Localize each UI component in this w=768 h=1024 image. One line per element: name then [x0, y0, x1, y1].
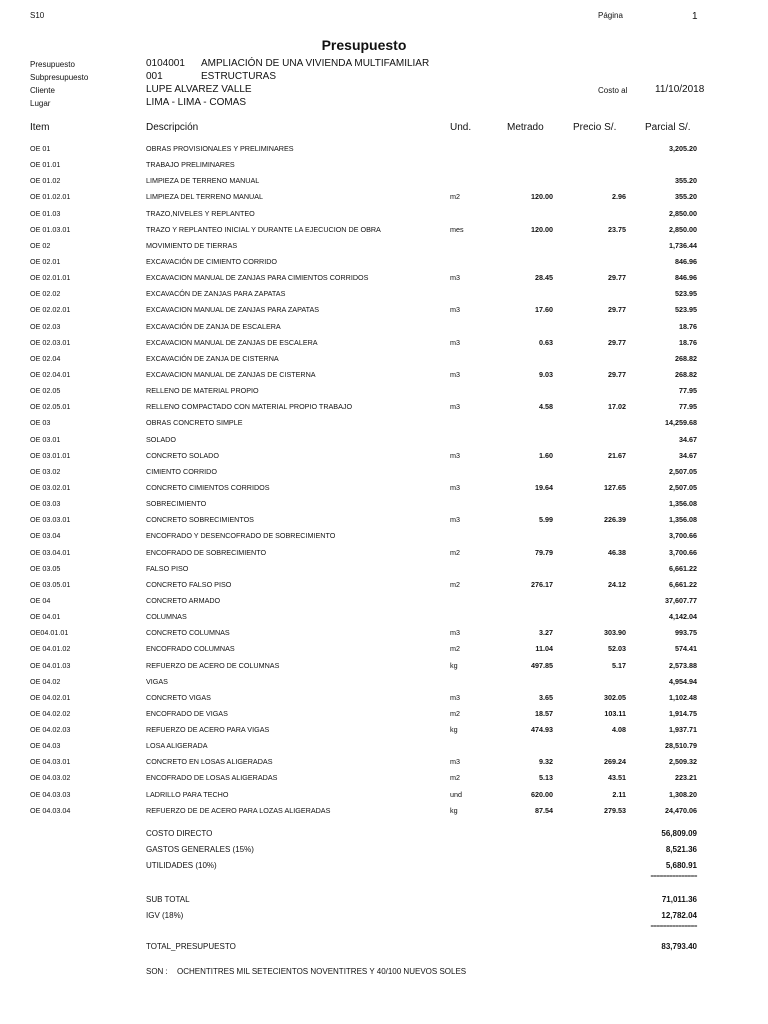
row-description: LADRILLO PARA TECHO — [146, 789, 229, 799]
row-parcial: 1,102.48 — [669, 692, 697, 702]
gastos-value: 8,521.36 — [665, 845, 697, 854]
row-metrado: 79.79 — [535, 547, 553, 557]
row-item-code: OE 02.03 — [30, 321, 61, 331]
row-metrado: 4.58 — [539, 402, 553, 412]
row-precio: 17.02 — [608, 402, 626, 412]
row-parcial: 34.67 — [679, 450, 697, 460]
row-metrado: 3.27 — [539, 628, 553, 638]
table-row — [0, 448, 768, 464]
row-metrado: 497.85 — [531, 660, 553, 670]
row-item-code: OE 04 — [30, 595, 51, 605]
row-unit: kg — [450, 660, 458, 670]
row-precio: 226.39 — [604, 515, 626, 525]
igv-label: IGV (18%) — [146, 911, 184, 920]
row-description: EXCAVACION MANUAL DE ZANJAS PARA ZAPATAS — [146, 305, 320, 315]
table-row — [0, 464, 768, 480]
row-metrado: 11.04 — [535, 644, 553, 654]
row-item-code: OE 04.03.04 — [30, 805, 71, 815]
row-precio: 29.77 — [608, 369, 626, 379]
row-precio: 2.11 — [612, 789, 626, 799]
table-row — [0, 157, 768, 173]
table-row — [0, 173, 768, 189]
row-precio: 29.77 — [608, 273, 626, 283]
row-parcial: 2,507.05 — [669, 482, 697, 492]
table-row — [0, 302, 768, 318]
row-parcial: 18.76 — [679, 337, 697, 347]
row-description: EXCAVACION MANUAL DE ZANJAS PARA CIMIENTOS CORRIDOS — [146, 273, 369, 283]
table-row — [0, 335, 768, 351]
row-item-code: OE 04.02.01 — [30, 692, 71, 702]
row-description: LIMPIEZA DEL TERRENO MANUAL — [146, 192, 264, 202]
row-description: MOVIMIENTO DE TIERRAS — [146, 240, 238, 250]
table-row — [0, 480, 768, 496]
table-row — [0, 754, 768, 770]
row-precio: 46.38 — [608, 547, 626, 557]
presupuesto-name: AMPLIACIÓN DE UNA VIVIENDA MULTIFAMILIAR — [201, 58, 430, 69]
row-unit: m2 — [450, 192, 460, 202]
row-description: REFUERZO DE DE ACERO PARA LOZAS ALIGERADAS — [146, 805, 331, 815]
row-item-code: OE 02.01.01 — [30, 273, 71, 283]
costo-directo-value: 56,809.09 — [661, 829, 697, 838]
table-row — [0, 528, 768, 544]
table-row — [0, 189, 768, 205]
row-parcial: 2,509.32 — [669, 757, 697, 767]
row-metrado: 120.00 — [531, 192, 553, 202]
separator-line-2: =============== — [650, 924, 697, 930]
table-row — [0, 496, 768, 512]
row-item-code: OE 03 — [30, 418, 51, 428]
row-metrado: 5.99 — [539, 515, 553, 525]
row-item-code: OE 03.04 — [30, 531, 61, 541]
row-parcial: 3,700.66 — [669, 531, 697, 541]
row-item-code: OE 03.03.01 — [30, 515, 71, 525]
table-row — [0, 770, 768, 786]
row-parcial: 4,954.94 — [669, 676, 697, 686]
table-row — [0, 286, 768, 302]
row-precio: 279.53 — [604, 805, 626, 815]
row-metrado: 120.00 — [531, 224, 553, 234]
row-unit: m2 — [450, 579, 460, 589]
row-unit: m3 — [450, 628, 460, 638]
row-parcial: 37,607.77 — [665, 595, 697, 605]
row-description: EXCAVACIÓN DE ZANJA DE ESCALERA — [146, 321, 281, 331]
table-row — [0, 238, 768, 254]
row-precio: 302.05 — [604, 692, 626, 702]
table-row — [0, 415, 768, 431]
row-parcial: 268.82 — [675, 369, 697, 379]
row-unit: m3 — [450, 305, 460, 315]
subpresupuesto-name: ESTRUCTURAS — [201, 71, 277, 82]
lugar-value: LIMA - LIMA - COMAS — [146, 97, 247, 108]
row-unit: kg — [450, 805, 458, 815]
row-item-code: OE 01.03.01 — [30, 224, 71, 234]
cliente-value: LUPE ALVAREZ VALLE — [146, 84, 252, 95]
row-parcial: 24,470.06 — [665, 805, 697, 815]
row-item-code: OE 03.02.01 — [30, 482, 71, 492]
row-precio: 5.17 — [612, 660, 626, 670]
row-description: OBRAS CONCRETO SIMPLE — [146, 418, 243, 428]
row-item-code: OE 01 — [30, 144, 51, 153]
row-metrado: 17.60 — [535, 305, 553, 315]
row-precio: 29.77 — [608, 337, 626, 347]
row-description: ENCOFRADO DE SOBRECIMIENTO — [146, 547, 267, 557]
row-parcial: 2,850.00 — [669, 224, 697, 234]
table-row — [0, 674, 768, 690]
row-parcial: 4,142.04 — [669, 612, 697, 622]
gastos-label: GASTOS GENERALES (15%) — [146, 845, 254, 854]
costo-date: 11/10/2018 — [655, 84, 705, 95]
table-row — [0, 141, 768, 157]
row-description: EXCAVACIÓN DE CIMIENTO CORRIDO — [146, 256, 277, 266]
row-description: TRAZO,NIVELES Y REPLANTEO — [146, 208, 255, 218]
col-header-metrado: Metrado — [507, 122, 544, 133]
table-row — [0, 593, 768, 609]
row-description: ENCOFRADO Y DESENCOFRADO DE SOBRECIMIENTO — [146, 531, 336, 541]
row-description: EXCAVACIÓN DE ZANJA DE CISTERNA — [146, 353, 279, 363]
row-parcial: 6,661.22 — [669, 579, 697, 589]
row-description: ENCOFRADO DE LOSAS ALIGERADAS — [146, 773, 278, 783]
table-row — [0, 641, 768, 657]
table-row — [0, 787, 768, 803]
row-description: CONCRETO COLUMNAS — [146, 628, 230, 638]
table-row — [0, 803, 768, 819]
row-unit: mes — [450, 224, 464, 234]
costo-label: Costo al — [598, 86, 628, 95]
col-header-descripcion: Descripción — [146, 122, 199, 133]
row-description: RELLENO COMPACTADO CON MATERIAL PROPIO TRABAJO — [146, 402, 353, 412]
row-precio: 2.96 — [612, 192, 626, 202]
col-header-item: Item — [30, 122, 50, 133]
table-row — [0, 383, 768, 399]
row-metrado: 19.64 — [535, 482, 553, 492]
table-row — [0, 690, 768, 706]
row-metrado: 276.17 — [531, 579, 553, 589]
son-text: OCHENTITRES MIL SETECIENTOS NOVENTITRES Y 40/100 NUEVOS SOLES — [177, 967, 467, 976]
table-row — [0, 706, 768, 722]
row-description: CONCRETO EN LOSAS ALIGERADAS — [146, 757, 273, 767]
row-precio: 127.65 — [604, 482, 626, 492]
row-precio: 52.03 — [608, 644, 626, 654]
row-description: REFUERZO DE ACERO DE COLUMNAS — [146, 660, 280, 670]
row-parcial: 2,850.00 — [669, 208, 697, 218]
row-item-code: OE 02.05 — [30, 386, 61, 396]
row-metrado: 1.60 — [539, 450, 553, 460]
row-parcial: 2,573.88 — [669, 660, 697, 670]
table-row — [0, 658, 768, 674]
row-item-code: OE 04.03.01 — [30, 757, 71, 767]
row-description: CONCRETO FALSO PISO — [146, 579, 232, 589]
subtotal-label: SUB TOTAL — [146, 895, 190, 904]
row-parcial: 34.67 — [679, 434, 697, 444]
table-row — [0, 206, 768, 222]
row-parcial: 6,661.22 — [669, 563, 697, 573]
row-unit: m2 — [450, 644, 460, 654]
row-unit: m2 — [450, 708, 460, 718]
table-row — [0, 367, 768, 383]
row-item-code: OE 03.01.01 — [30, 450, 71, 460]
row-item-code: OE 02.04.01 — [30, 369, 71, 379]
row-item-code: OE 03.04.01 — [30, 547, 71, 557]
row-description: TRAZO Y REPLANTEO INICIAL Y DURANTE LA EJECUCION DE OBRA — [146, 224, 381, 234]
row-description: EXCAVACÓN DE ZANJAS PARA ZAPATAS — [146, 289, 286, 299]
row-unit: m3 — [450, 450, 460, 460]
row-unit: m3 — [450, 757, 460, 767]
presupuesto-label: Presupuesto — [30, 60, 75, 69]
row-metrado: 620.00 — [531, 789, 553, 799]
row-unit: und — [450, 789, 462, 799]
son-label: SON : — [146, 967, 168, 976]
row-item-code: OE 02.01 — [30, 256, 61, 266]
row-metrado: 9.03 — [539, 369, 553, 379]
row-unit: m3 — [450, 402, 460, 412]
row-parcial: 1,356.08 — [669, 515, 697, 525]
row-description: LIMPIEZA DE TERRENO MANUAL — [146, 176, 260, 186]
row-parcial: 355.20 — [675, 176, 697, 186]
utilidades-value: 5,680.91 — [665, 861, 697, 870]
row-description: CIMIENTO CORRIDO — [146, 466, 217, 476]
lugar-label: Lugar — [30, 99, 51, 108]
row-metrado: 28.45 — [535, 273, 553, 283]
row-description: CONCRETO ARMADO — [146, 595, 221, 605]
row-precio: 269.24 — [604, 757, 626, 767]
row-item-code: OE 02.05.01 — [30, 402, 71, 412]
page-title: Presupuesto — [321, 37, 407, 53]
row-parcial: 1,308.20 — [669, 789, 697, 799]
row-item-code: OE 04.02 — [30, 676, 61, 686]
row-parcial: 223.21 — [675, 773, 697, 783]
table-row — [0, 222, 768, 238]
row-description: CONCRETO VIGAS — [146, 692, 211, 702]
row-parcial: 77.95 — [679, 402, 697, 412]
row-metrado: 474.93 — [531, 725, 553, 735]
col-header-und: Und. — [450, 122, 472, 133]
row-item-code: OE 02 — [30, 240, 51, 250]
row-description: SOBRECIMIENTO — [146, 499, 207, 509]
row-metrado: 3.65 — [539, 692, 553, 702]
row-unit: m2 — [450, 773, 460, 783]
table-row — [0, 625, 768, 641]
table-row — [0, 432, 768, 448]
row-description: CONCRETO SOBRECIMIENTOS — [146, 515, 254, 525]
row-description: CONCRETO CIMIENTOS CORRIDOS — [146, 482, 270, 492]
row-unit: m3 — [450, 369, 460, 379]
row-precio: 43.51 — [608, 773, 626, 783]
table-row — [0, 561, 768, 577]
row-item-code: OE 02.02 — [30, 289, 61, 299]
row-parcial: 523.95 — [675, 289, 697, 299]
presupuesto-code: 0104001 — [146, 58, 185, 69]
row-description: EXCAVACION MANUAL DE ZANJAS DE ESCALERA — [146, 337, 318, 347]
row-description: EXCAVACION MANUAL DE ZANJAS DE CISTERNA — [146, 369, 316, 379]
row-parcial: 1,736.44 — [669, 240, 697, 250]
row-parcial: 1,356.08 — [669, 499, 697, 509]
row-description: FALSO PISO — [146, 563, 189, 573]
row-item-code: OE 01.02.01 — [30, 192, 71, 202]
row-item-code: OE 01.01 — [30, 160, 61, 170]
table-row — [0, 722, 768, 738]
row-precio: 103.11 — [604, 708, 626, 718]
row-parcial: 574.41 — [675, 644, 697, 654]
row-unit: m3 — [450, 692, 460, 702]
table-row — [0, 270, 768, 286]
row-description: REFUERZO DE ACERO PARA VIGAS — [146, 725, 270, 735]
total-value: 83,793.40 — [661, 942, 697, 951]
row-item-code: OE 03.03 — [30, 499, 61, 509]
row-unit: m3 — [450, 273, 460, 283]
table-row — [0, 609, 768, 625]
row-parcial: 355.20 — [675, 192, 697, 202]
row-item-code: OE04.01.01 — [30, 628, 69, 638]
row-description: COLUMNAS — [146, 612, 187, 622]
row-item-code: OE 02.03.01 — [30, 337, 71, 347]
row-precio: 29.77 — [608, 305, 626, 315]
row-item-code: OE 03.02 — [30, 466, 61, 476]
row-unit: kg — [450, 725, 458, 735]
row-parcial: 1,914.75 — [669, 708, 697, 718]
table-row — [0, 545, 768, 561]
igv-value: 12,782.04 — [661, 911, 697, 920]
row-item-code: OE 03.05 — [30, 563, 61, 573]
page-number: 1 — [692, 11, 698, 22]
row-parcial: 28,510.79 — [665, 741, 697, 751]
row-metrado: 87.54 — [535, 805, 553, 815]
row-item-code: OE 04.01.02 — [30, 644, 71, 654]
row-parcial: 77.95 — [679, 386, 697, 396]
row-parcial: 3,700.66 — [669, 547, 697, 557]
row-unit: m3 — [450, 482, 460, 492]
row-item-code: OE 03.05.01 — [30, 579, 71, 589]
cliente-label: Cliente — [30, 86, 55, 95]
subtotal-value: 71,011.36 — [661, 895, 697, 904]
row-parcial: 3,205.20 — [669, 144, 697, 153]
table-row — [0, 738, 768, 754]
row-parcial: 846.96 — [675, 256, 697, 266]
row-precio: 24.12 — [608, 579, 626, 589]
row-description: SOLADO — [146, 434, 176, 444]
row-precio: 21.67 — [608, 450, 626, 460]
costo-directo-label: COSTO DIRECTO — [146, 829, 213, 838]
row-parcial: 14,259.68 — [665, 418, 697, 428]
row-item-code: OE 04.01.03 — [30, 660, 71, 670]
row-unit: m3 — [450, 337, 460, 347]
row-item-code: OE 04.01 — [30, 612, 61, 622]
row-metrado: 9.32 — [539, 757, 553, 767]
software-label: S10 — [30, 11, 45, 20]
subpresupuesto-label: Subpresupuesto — [30, 73, 89, 82]
table-row — [0, 577, 768, 593]
row-item-code: OE 03.01 — [30, 434, 61, 444]
row-description: VIGAS — [146, 676, 168, 686]
row-parcial: 993.75 — [675, 628, 697, 638]
total-label: TOTAL_PRESUPUESTO — [146, 942, 236, 951]
row-item-code: OE 01.02 — [30, 176, 61, 186]
row-metrado: 5.13 — [539, 773, 553, 783]
row-item-code: OE 02.04 — [30, 353, 61, 363]
row-item-code: OE 01.03 — [30, 208, 61, 218]
row-unit: m3 — [450, 515, 460, 525]
row-metrado: 0.63 — [539, 337, 553, 347]
row-unit: m2 — [450, 547, 460, 557]
row-description: RELLENO DE MATERIAL PROPIO — [146, 386, 259, 396]
table-row — [0, 512, 768, 528]
row-description: TRABAJO PRELIMINARES — [146, 160, 235, 170]
row-item-code: OE 04.03 — [30, 741, 61, 751]
row-parcial: 846.96 — [675, 273, 697, 283]
row-description: OBRAS PROVISIONALES Y PRELIMINARES — [146, 144, 294, 153]
row-precio: 23.75 — [608, 224, 626, 234]
utilidades-label: UTILIDADES (10%) — [146, 861, 217, 870]
table-row — [0, 399, 768, 415]
col-header-parcial: Parcial S/. — [645, 122, 691, 133]
col-header-precio: Precio S/. — [573, 122, 617, 133]
row-item-code: OE 04.03.02 — [30, 773, 71, 783]
row-precio: 4.08 — [612, 725, 626, 735]
row-item-code: OE 04.02.03 — [30, 725, 71, 735]
page-label: Página — [598, 11, 623, 20]
row-description: CONCRETO SOLADO — [146, 450, 219, 460]
budget-table — [0, 141, 768, 819]
row-description: ENCOFRADO DE VIGAS — [146, 708, 228, 718]
row-item-code: OE 04.02.02 — [30, 708, 71, 718]
row-parcial: 2,507.05 — [669, 466, 697, 476]
row-parcial: 268.82 — [675, 353, 697, 363]
table-row — [0, 319, 768, 335]
separator-line-1: =============== — [650, 874, 697, 880]
row-description: ENCOFRADO COLUMNAS — [146, 644, 235, 654]
row-parcial: 18.76 — [679, 321, 697, 331]
row-parcial: 1,937.71 — [669, 725, 697, 735]
row-item-code: OE 02.02.01 — [30, 305, 71, 315]
row-item-code: OE 04.03.03 — [30, 789, 71, 799]
subpresupuesto-code: 001 — [146, 71, 163, 82]
row-description: LOSA ALIGERADA — [146, 741, 208, 751]
row-precio: 303.90 — [604, 628, 626, 638]
table-row — [0, 351, 768, 367]
row-parcial: 523.95 — [675, 305, 697, 315]
row-metrado: 18.57 — [535, 708, 553, 718]
table-row — [0, 254, 768, 270]
